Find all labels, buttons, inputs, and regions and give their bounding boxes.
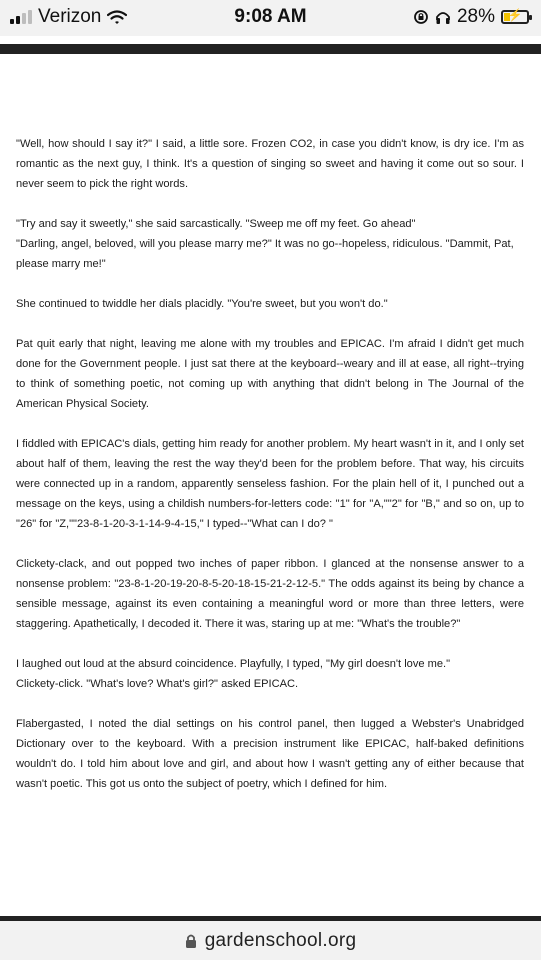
paragraph: She continued to twiddle her dials placidly. "You're sweet, but you won't do." xyxy=(16,298,388,310)
paragraph: "Try and say it sweetly," she said sarcastically. "Sweep me off my feet. Go ahead" "Darling, angel, beloved, will you please marry me?" It was no go--hopeless, ridiculous. "Dammit, Pat, please marry me!" xyxy=(16,218,514,270)
orientation-lock-icon xyxy=(413,9,429,25)
paragraph: "Well, how should I say it?" I said, a little sore. Frozen CO2, in case you didn't know, is dry ice. I'm as romantic as the next guy, I think. It's a question of singing so sweet and having it come out so sour. I never seem to pick the right words. xyxy=(16,138,524,190)
story-text xyxy=(16,134,524,814)
lock-icon xyxy=(185,933,197,949)
clock: 9:08 AM xyxy=(234,6,307,27)
paragraph: I laughed out loud at the absurd coincidence. Playfully, I typed, "My girl doesn't love me." Clickety-click. "What's love? What's girl?" asked EPICAC. xyxy=(16,658,451,690)
status-icons xyxy=(413,6,529,28)
charging-bolt-icon: ⚡ xyxy=(507,8,523,22)
address-bar[interactable] xyxy=(0,921,541,960)
paragraph: I fiddled with EPICAC's dials, getting him ready for another problem. My heart wasn't in it, and I only set about half of them, leaving the rest the way they'd been for the problem before. That way, his circuits were connected up in a random, apparently senseless fashion. For the plain hell of it, I punched out a message on the keys, using a childish numbers-for-letters code: "1" for "A,""2" for "B," and so on, up to "26" for "Z,""23-8-1-20-3-1-14-9-4-15," I typed--"What can I do? " xyxy=(16,438,524,530)
paragraph: Pat quit early that night, leaving me alone with my troubles and EPICAC. I'm afraid I didn't get much done for the Government people. I just sat there at the keyboard--weary and ill at ease, all right--trying to think of something poetic, not coming up with anything that didn't belong in The Journal of the American Physical Society. xyxy=(16,338,524,410)
battery-percent: 28% xyxy=(456,6,495,27)
url-domain[interactable]: gardenschool.org xyxy=(204,929,357,951)
headphones-icon xyxy=(435,9,451,25)
carrier-name: Verizon xyxy=(38,6,102,27)
paragraph: Flabergasted, I noted the dial settings on his control panel, then lugged a Webster's Unabridged Dictionary over to the keyboard. With a precision instrument like EPICAC, half-baked definitions wouldn't do. I told him about love and girl, and about how I wasn't getting any of either because that wasn't poetic. This got us onto the subject of poetry, which I defined for him. xyxy=(16,718,524,790)
paragraph: Clickety-clack, and out popped two inches of paper ribbon. I glanced at the nonsense answer to a nonsense problem: "23-8-1-20-19-20-8-5-20-18-15-21-2-12-5." The odds against its being by chance a sensible message, against its even containing a meaningful word or more than three letters, were staggering. Apathetically, I decoded it. There it was, staring up at me: "What's the trouble?" xyxy=(16,558,524,630)
battery-icon xyxy=(501,10,529,24)
header-divider xyxy=(0,44,541,54)
status-bar xyxy=(0,0,541,36)
